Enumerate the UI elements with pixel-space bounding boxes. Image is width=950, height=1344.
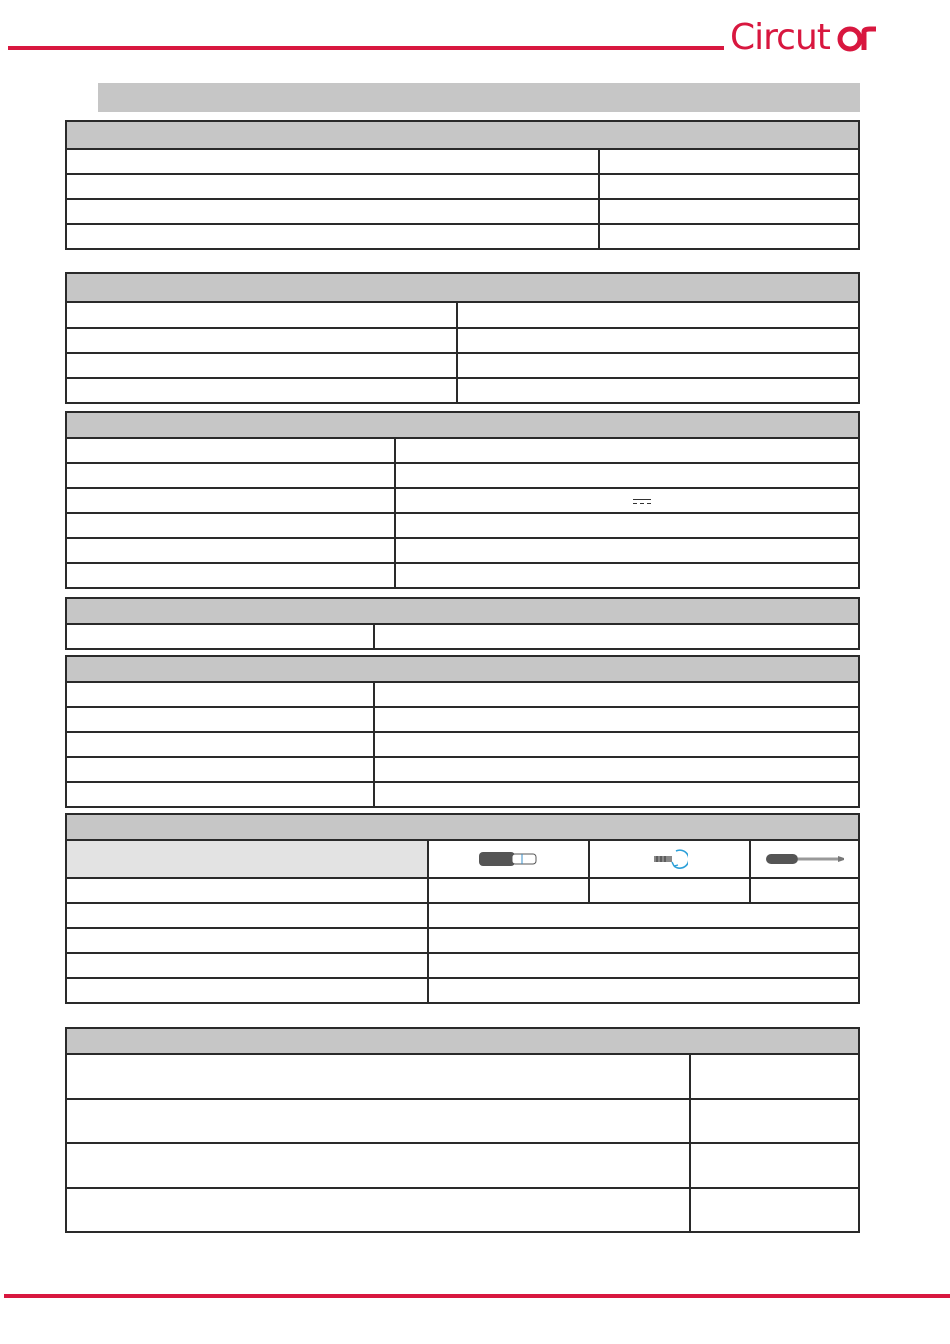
screw-terminal-icon [652, 848, 688, 870]
spec-table-6 [65, 813, 860, 1004]
table-row [66, 1054, 859, 1099]
table-row [66, 438, 859, 463]
tool-cell-screw [589, 840, 750, 878]
circutor-logo-icon [730, 18, 880, 56]
table-row [66, 174, 859, 199]
table-row [66, 224, 859, 249]
table-header [66, 598, 859, 624]
table-header [66, 121, 859, 149]
spec-table-4 [65, 597, 860, 650]
table-row [66, 353, 859, 378]
table-row [66, 978, 859, 1003]
tool-cell-ferrule [428, 840, 589, 878]
section-title-band [98, 83, 860, 112]
table-row [66, 782, 859, 807]
table-row [66, 1099, 859, 1143]
table-row [66, 953, 859, 978]
table-header [66, 814, 859, 840]
footer-rule [4, 1294, 950, 1298]
table-row [66, 538, 859, 563]
table-row [66, 463, 859, 488]
table-row [66, 928, 859, 953]
table-header [66, 656, 859, 682]
table-row [66, 328, 859, 353]
table-header [66, 412, 859, 438]
table-row [66, 878, 859, 903]
svg-text:Circut: Circut [730, 18, 830, 56]
tools-row [66, 840, 859, 878]
spec-table-2 [65, 272, 860, 404]
spec-table-3 [65, 411, 860, 589]
table-row [66, 757, 859, 782]
table-header [66, 273, 859, 302]
table-row [66, 378, 859, 403]
wire-ferrule-icon [478, 850, 540, 868]
tool-cell-screwdriver [750, 840, 859, 878]
table-row [66, 1188, 859, 1232]
spec-table-7 [65, 1027, 860, 1233]
table-row [66, 302, 859, 328]
table-row [66, 199, 859, 224]
spec-table-1 [65, 120, 860, 250]
table-row [66, 488, 859, 513]
table-row [66, 513, 859, 538]
table-row [66, 1143, 859, 1188]
table-row [66, 149, 859, 174]
table-header [66, 1028, 859, 1054]
table-row [66, 903, 859, 928]
table-row [66, 732, 859, 757]
table-row [66, 682, 859, 707]
screwdriver-icon [765, 852, 845, 866]
table-row [66, 563, 859, 588]
header-rule [8, 46, 724, 50]
table-row [66, 707, 859, 732]
spec-table-5 [65, 655, 860, 808]
brand-logo [730, 18, 880, 62]
tools-label-cell [66, 840, 428, 878]
table-row [66, 624, 859, 649]
dc-current-symbol-icon [633, 499, 651, 504]
